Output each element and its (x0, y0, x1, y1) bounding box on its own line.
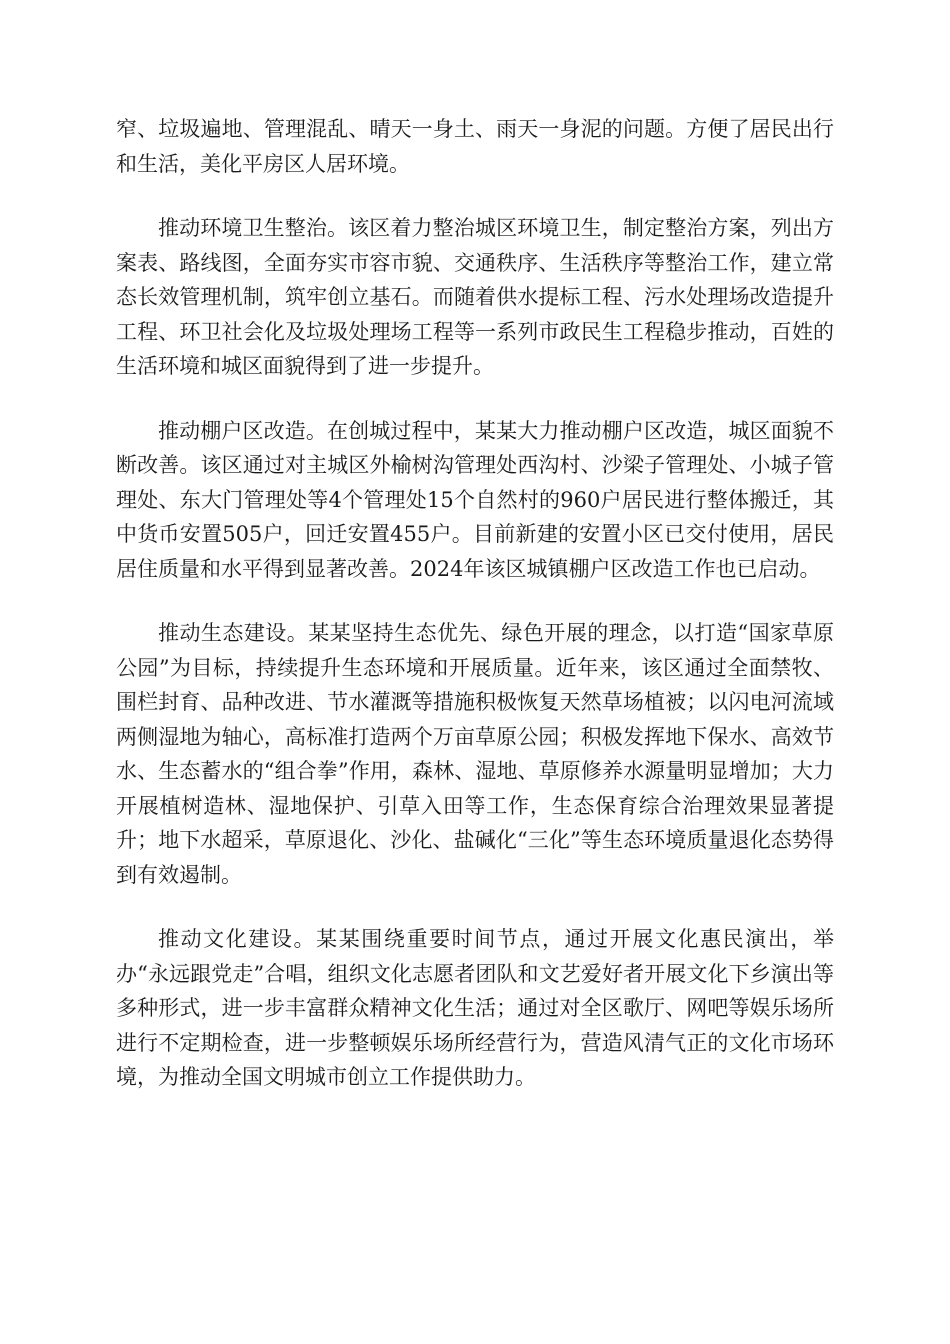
paragraph-ecological-construction: 推动生态建设。某某坚持生态优先、绿色开展的理念，以打造“国家草原公园”为目标，持续提升生态环境和开展质量。近年来，该区通过全面禁牧、围栏封育、品种改进、节水灌溉等措施积极恢复天然草场植被；以闪电河流域两侧湿地为轴心，高标准打造两个万亩草原公园；积极发挥地下保水、高效节水、生态蓄水的“组合拳”作用，森林、湿地、草原修养水源量明显增加；大力开展植树造林、湿地保护、引草入田等工作，生态保育综合治理效果显著提升；地下水超采，草原退化、沙化、盐碱化“三化”等生态环境质量退化态势得到有效遏制。 (116, 621, 834, 887)
document-page (116, 112, 834, 1125)
paragraph-continuation: 窄、垃圾遍地、管理混乱、晴天一身土、雨天一身泥的问题。方便了居民出行和生活，美化平房区人居环境。 (116, 117, 834, 176)
paragraph-cultural-construction: 推动文化建设。某某围绕重要时间节点，通过开展文化惠民演出，举办“永远跟党走”合唱，组织文化志愿者团队和文艺爱好者开展文化下乡演出等多种形式，进一步丰富群众精神文化生活；通过对全区歌厅、网吧等娱乐场所进行不定期检查，进一步整顿娱乐场所经营行为，营造风清气正的文化市场环境，为推动全国文明城市创立工作提供助力。 (116, 927, 834, 1089)
paragraph-environment-sanitation: 推动环境卫生整治。该区着力整治城区环境卫生，制定整治方案，列出方案表、路线图，全面夯实市容市貌、交通秩序、生活秩序等整治工作，建立常态长效管理机制，筑牢创立基石。而随着供水提标工程、污水处理场改造提升工程、环卫社会化及垃圾处理场工程等一系列市政民生工程稳步推动，百姓的生活环境和城区面貌得到了进一步提升。 (116, 216, 834, 378)
paragraph-shantytown-renovation: 推动棚户区改造。在创城过程中，某某大力推动棚户区改造，城区面貌不断改善。该区通过对主城区外榆树沟管理处西沟村、沙梁子管理处、小城子管理处、东大门管理处等4个管理处15个自然村的960户居民进行整体搬迁，其中货币安置505户，回迁安置455户。目前新建的安置小区已交付使用，居民居住质量和水平得到显著改善。2024年该区城镇棚户区改造工作也已启动。 (116, 418, 834, 581)
